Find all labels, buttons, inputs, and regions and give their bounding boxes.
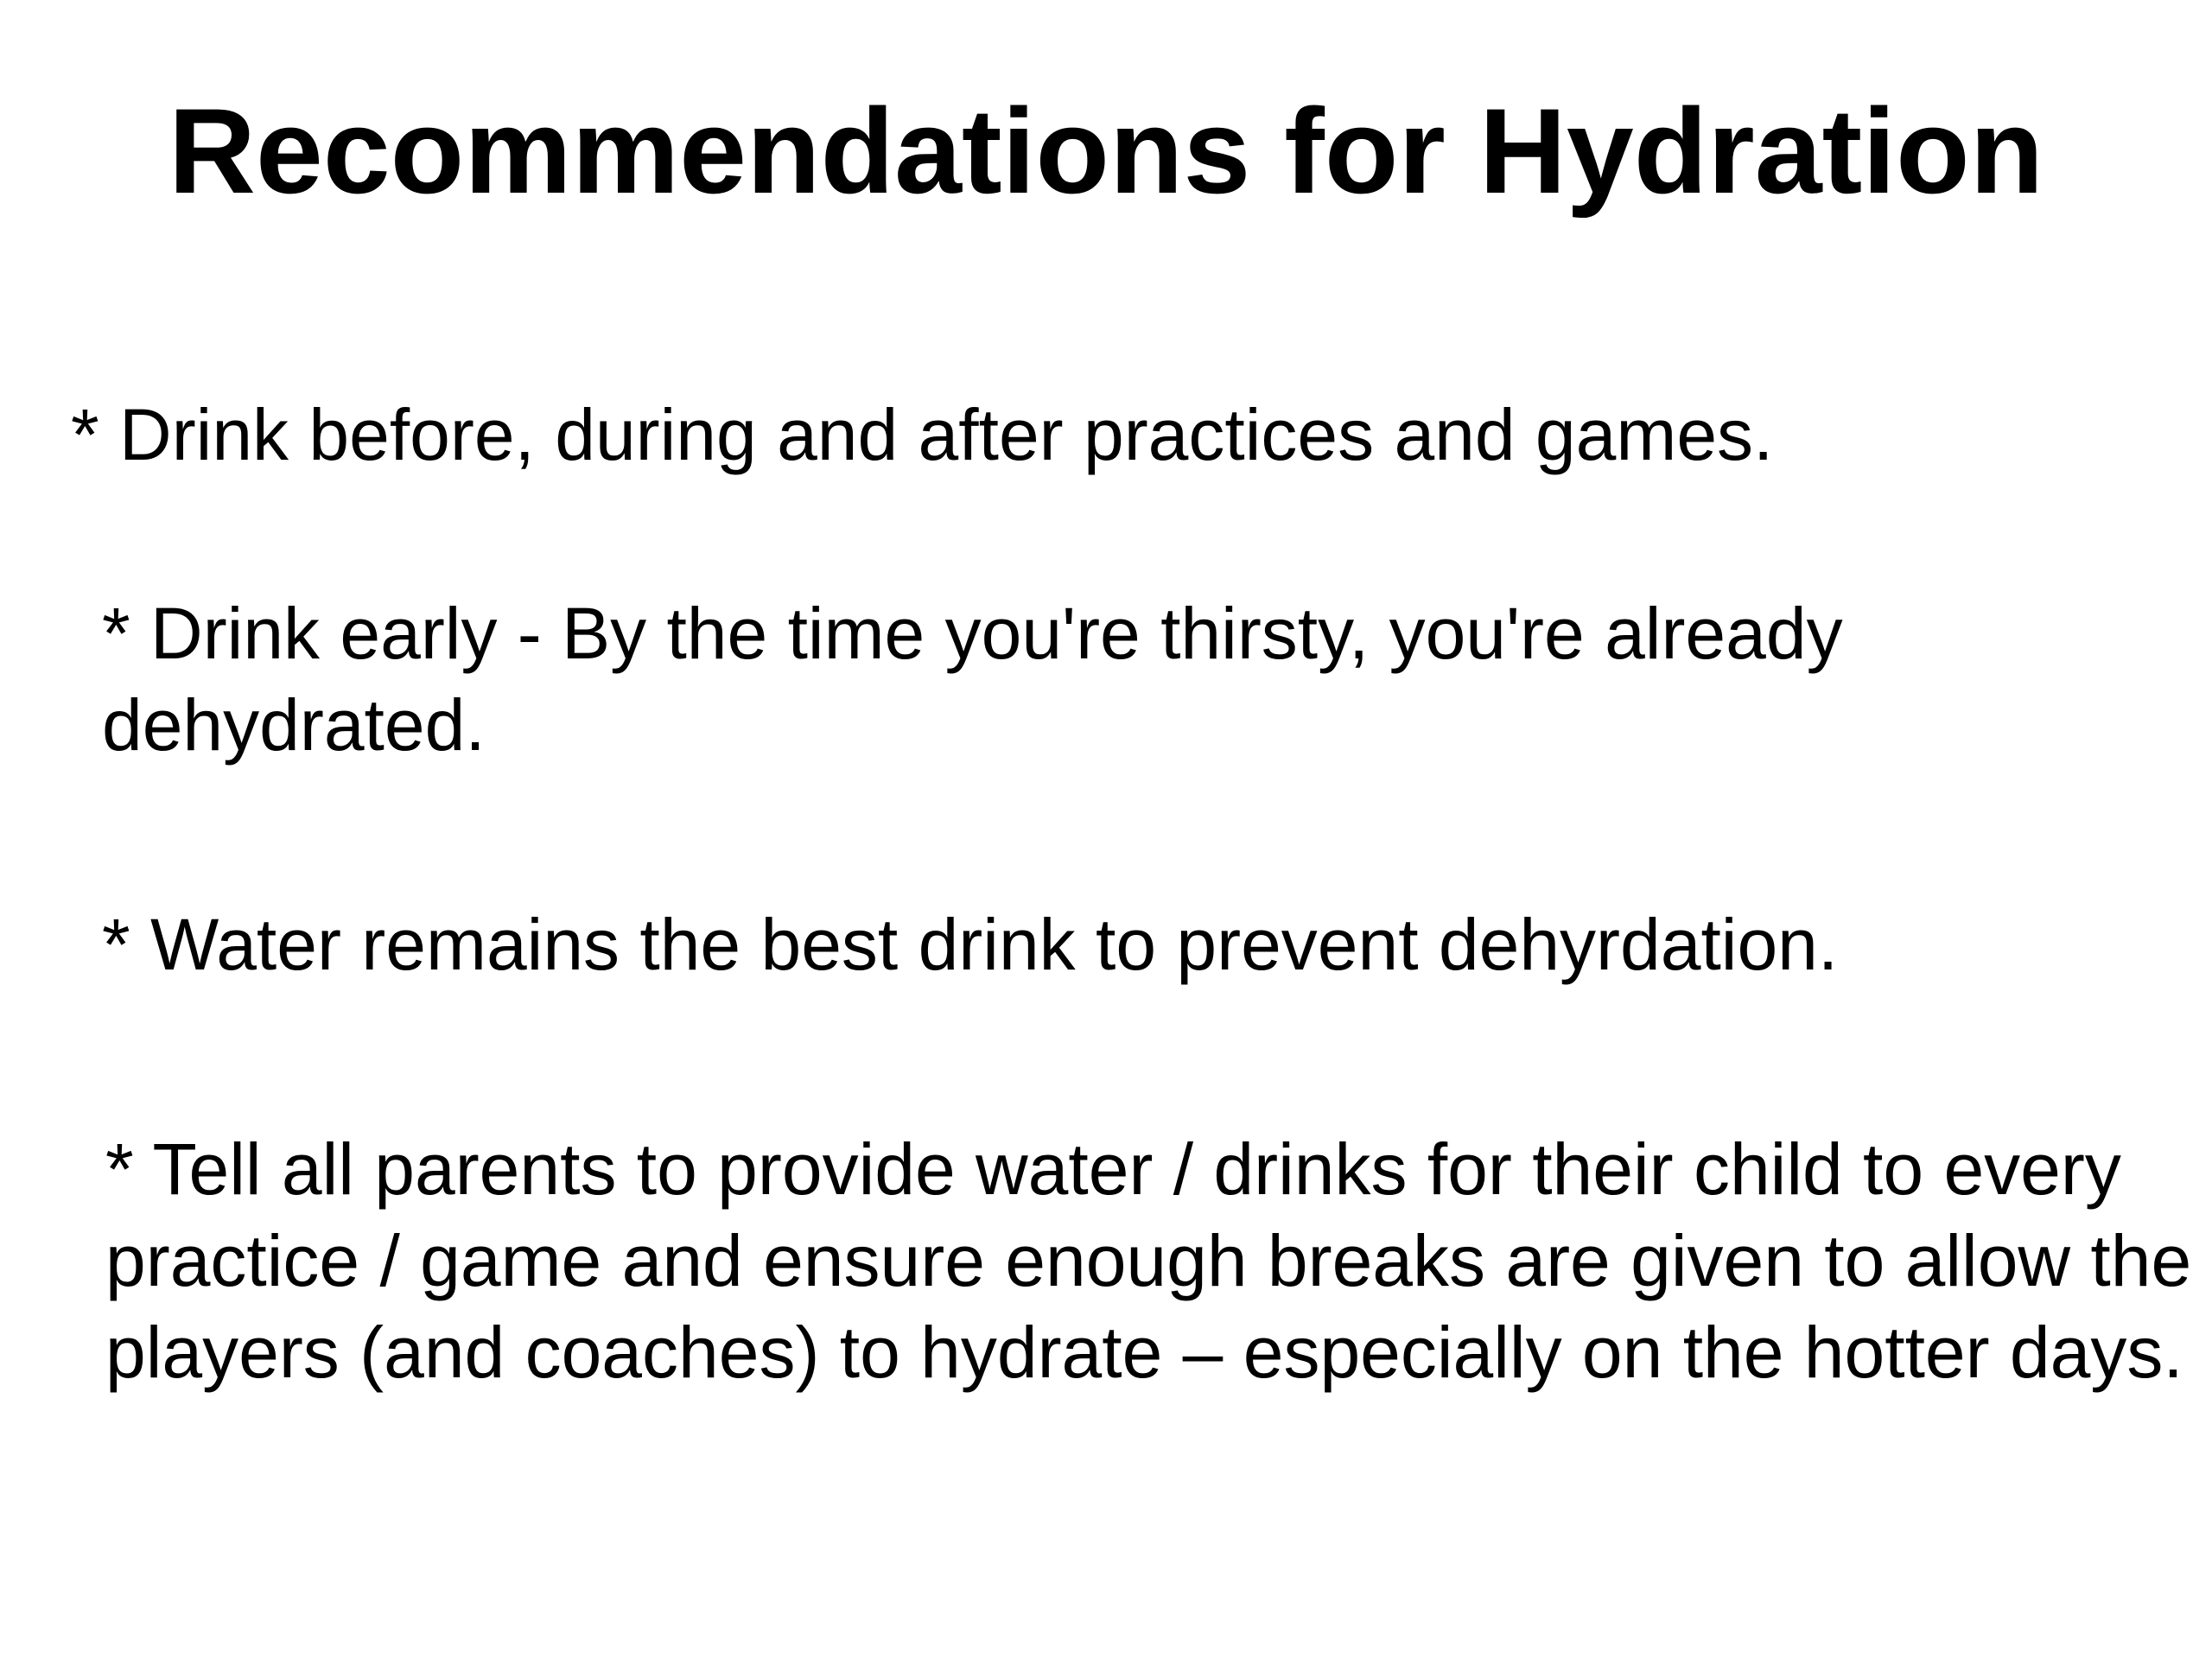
bullet-tell-parents: * Tell all parents to provide water / drinks for their child to every practice / game and ensure enough breaks are given to allow the players (and coaches) to hydrate – especially on the hotter days. <box>105 1128 2192 1393</box>
bullet-drink-early: * Drink early - By the time you're thirsty, you're already dehydrated. <box>102 593 1843 766</box>
slide-title: Recommendations for Hydration <box>168 83 2044 219</box>
bullet-water-best-drink: * Water remains the best drink to prevent dehyrdation. <box>102 904 1839 985</box>
bullet-drink-before-during-after: * Drink before, during and after practices and games. <box>71 394 1774 475</box>
